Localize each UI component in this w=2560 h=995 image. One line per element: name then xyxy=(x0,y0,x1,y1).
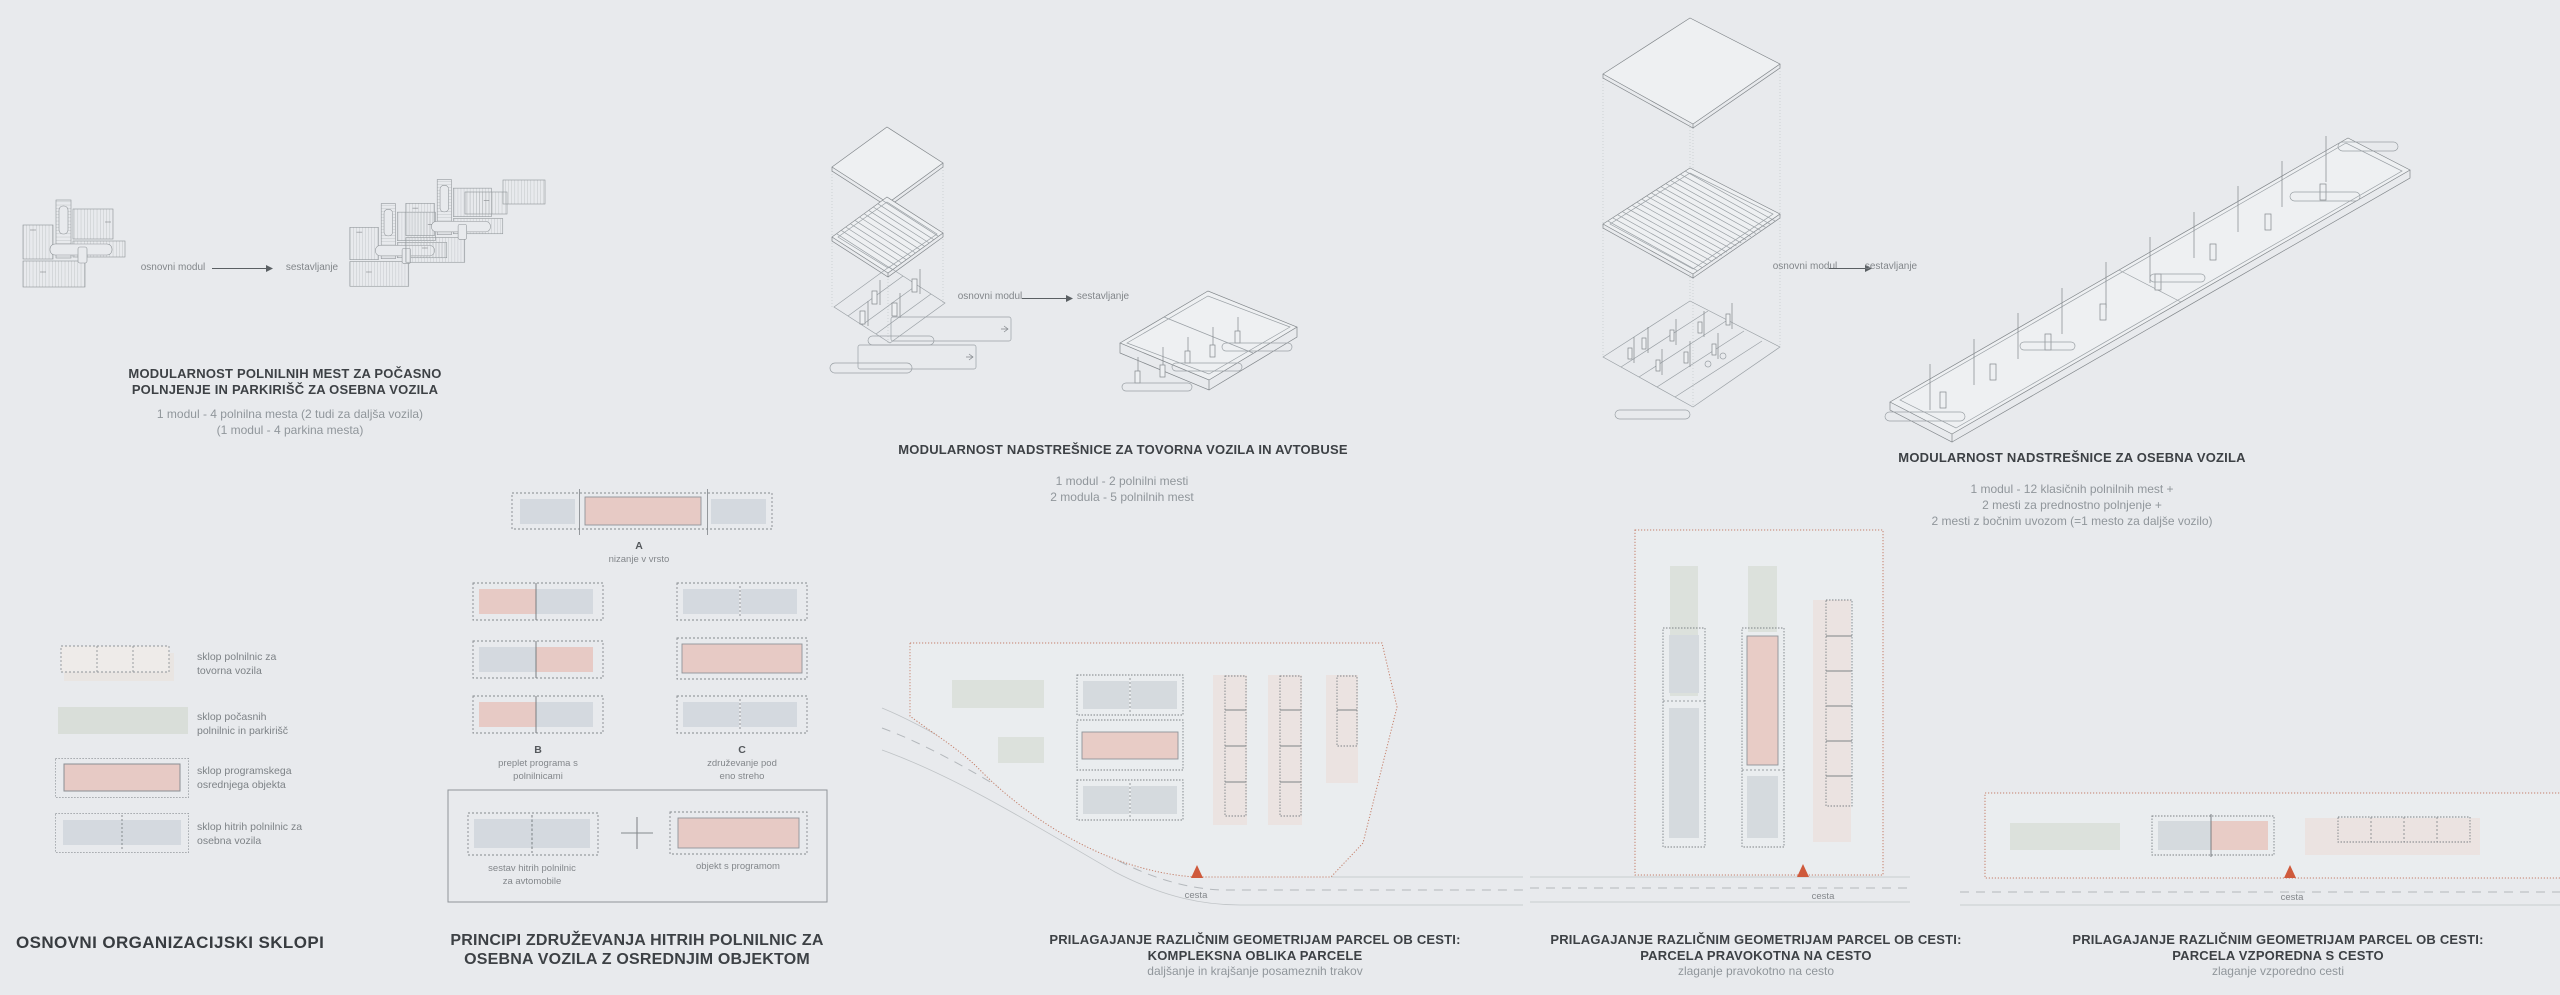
site-complex-title-line2: KOMPLEKSNA OBLIKA PARCELE xyxy=(1147,948,1363,963)
canopy-cars-sub-line1: 1 modul - 12 klasičnih polnilnih mest + xyxy=(1970,482,2174,496)
formula-right-label: objekt s programom xyxy=(696,861,780,872)
canopy-trucks-title: MODULARNOST NADSTREŠNICE ZA TOVORNA VOZILA IN AVTOBUSE xyxy=(898,442,1348,457)
principle-c-letter: C xyxy=(738,744,746,756)
assembly-label: sestavljanje xyxy=(285,262,339,273)
site-perpendicular-drawing xyxy=(1530,508,1910,913)
principle-a-letter: A xyxy=(635,540,643,552)
canopy-cars-title: MODULARNOST NADSTREŠNICE ZA OSEBNA VOZILA xyxy=(1898,450,2246,465)
legend-trucks-line2: tovorna vozila xyxy=(197,665,262,677)
site-perpendicular-title-line2: PARCELA PRAVOKOTNA NA CESTO xyxy=(1640,948,1872,963)
road-label: cesta xyxy=(1811,891,1835,902)
plan-modularity-title xyxy=(85,366,485,398)
module-label: osnovni modul xyxy=(140,262,206,273)
legend-swatch-slow-charging xyxy=(58,707,188,734)
canopy-cars-sub-line2: 2 mesti za prednostno polnjenje + xyxy=(1982,498,2162,512)
plan-modularity-title-line1: MODULARNOST POLNILNIH MEST ZA POČASNO xyxy=(128,366,442,381)
principle-b-diagram xyxy=(473,583,603,733)
principle-c-caption-line1: združevanje pod xyxy=(707,758,777,769)
site-perpendicular-title xyxy=(1506,932,2006,964)
module-label: osnovni modul xyxy=(1772,261,1838,272)
site-parallel-drawing xyxy=(1960,768,2560,913)
road-label: cesta xyxy=(1184,890,1208,901)
site-complex-title xyxy=(1005,932,1505,964)
formula-left-line2: za avtomobile xyxy=(502,876,562,887)
plan-module-drawing xyxy=(20,192,145,297)
assembly-label: sestavljanje xyxy=(1864,261,1918,272)
principle-b-letter: B xyxy=(534,744,542,756)
plan-assembly-drawing xyxy=(345,178,560,298)
principles-title-line2: OSEBNA VOZILA Z OSREDNJIM OBJEKTOM xyxy=(464,951,810,968)
site-perpendicular-subtitle: zlaganje pravokotno na cesto xyxy=(1677,964,1835,978)
canopy-cars-drawing xyxy=(1590,12,2470,447)
plan-modularity-title-line2: POLNJENJE IN PARKIRIŠČ ZA OSEBNA VOZILA xyxy=(131,382,439,397)
principle-b-caption-line2: polnilnicami xyxy=(513,771,563,782)
legend-heading: OSNOVNI ORGANIZACIJSKI SKLOPI xyxy=(16,933,325,952)
site-parallel-subtitle: zlaganje vzporedno cesti xyxy=(2211,964,2345,978)
principle-c-caption-line2: eno streho xyxy=(719,771,765,782)
principle-b-caption-line1: preplet programa s xyxy=(498,758,578,769)
plan-modularity-sub-line1: 1 modul - 4 polnilna mesta (2 tudi za daljša vozila) xyxy=(156,407,424,421)
legend-fast-line1: sklop hitrih polnilnic za xyxy=(197,821,303,833)
legend-slow-line1: sklop počasnih xyxy=(197,711,267,723)
legend-program-line1: sklop programskega xyxy=(197,765,292,777)
canopy-cars-sub-line3: 2 mesti z bočnim uvozom (=1 mesto za daljše vozilo) xyxy=(1931,514,2213,528)
plan-modularity-subtitle xyxy=(85,406,495,438)
principles-title-line1: PRINCIPI ZDRUŽEVANJA HITRIH POLNILNIC ZA xyxy=(450,932,824,949)
site-parallel-title-line2: PARCELA VZPOREDNA S CESTO xyxy=(2172,948,2384,963)
legend-item-slow xyxy=(197,710,288,738)
assembly-label: sestavljanje xyxy=(1076,291,1130,302)
formula-left-label xyxy=(472,862,592,888)
canopy-cars-assembled xyxy=(1885,136,2410,442)
legend-swatch-trucks xyxy=(60,643,178,683)
site-complex-drawing xyxy=(880,610,1525,910)
site-parallel-title-line1: PRILAGAJANJE RAZLIČNIM GEOMETRIJAM PARCEL OB CESTI: xyxy=(2072,932,2484,947)
parcel-boundary xyxy=(910,643,1397,877)
site-complex-subtitle: daljšanje in krajšanje posameznih trakov xyxy=(1147,964,1363,978)
canopy-trucks-sub-line2: 2 modula - 5 polnilnih mest xyxy=(1050,490,1194,504)
site-perpendicular-title-line1: PRILAGAJANJE RAZLIČNIM GEOMETRIJAM PARCEL OB CESTI: xyxy=(1550,932,1962,947)
principle-c-diagram xyxy=(677,583,807,733)
principle-b-caption xyxy=(478,757,598,783)
principles-title xyxy=(437,931,837,969)
canopy-cars-subtitle xyxy=(1872,481,2272,529)
legend-item-fast xyxy=(197,820,302,848)
legend-slow-line2: polnilnic in parkirišč xyxy=(197,725,289,737)
principle-c-caption xyxy=(682,757,802,783)
legend-program-line2: osrednjega objekta xyxy=(197,779,286,791)
site-parallel-title xyxy=(2028,932,2528,964)
principle-a-caption: nizanje v vrsto xyxy=(608,554,670,565)
plus-icon xyxy=(621,817,653,849)
canopy-trucks-assembled xyxy=(1120,291,1297,391)
plan-modularity-sub-line2: (1 modul - 4 parkina mesta) xyxy=(216,423,364,437)
formula-left-line1: sestav hitrih polnilnic xyxy=(488,863,576,874)
legend-trucks-line1: sklop polnilnic za xyxy=(197,651,277,663)
canopy-trucks-drawing xyxy=(820,95,1510,395)
legend-swatch-program xyxy=(55,758,189,798)
principle-a-diagram xyxy=(512,489,772,535)
legend-item-trucks xyxy=(197,650,276,678)
module-label: osnovni modul xyxy=(957,291,1023,302)
site-complex-title-line1: PRILAGAJANJE RAZLIČNIM GEOMETRIJAM PARCEL OB CESTI: xyxy=(1049,932,1461,947)
canopy-trucks-subtitle xyxy=(922,473,1322,505)
legend-fast-line2: osebna vozila xyxy=(197,835,262,847)
canopy-trucks-sub-line1: 1 modul - 2 polnilni mesti xyxy=(1055,474,1189,488)
legend-item-program xyxy=(197,764,292,792)
legend-swatch-fast-charging xyxy=(55,813,189,853)
road-label: cesta xyxy=(2280,892,2304,903)
